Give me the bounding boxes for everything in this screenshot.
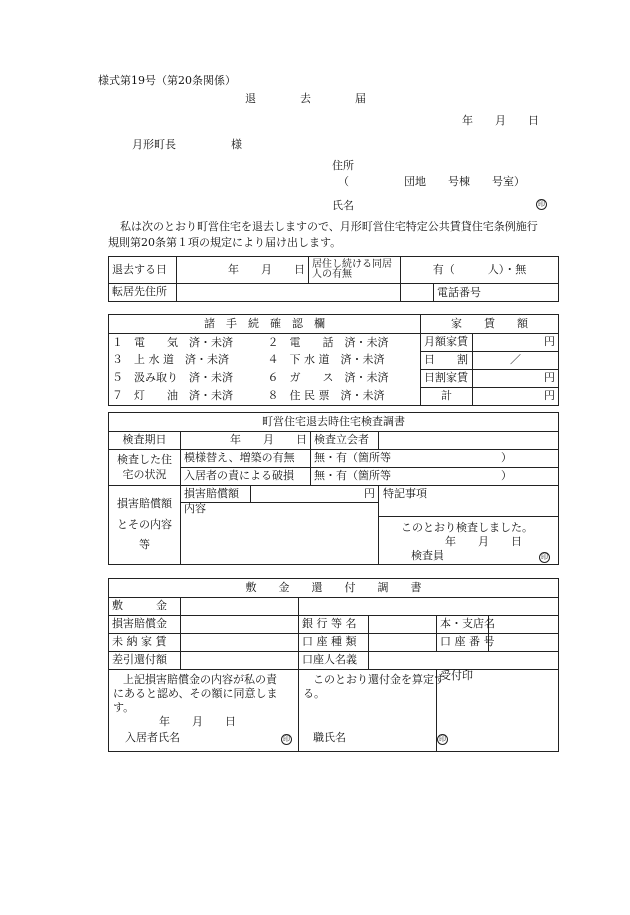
witness-label: 検査立会者	[311, 432, 379, 450]
inspector-seal-icon: 印	[541, 553, 548, 561]
account-holder-label: 口座人名義	[299, 652, 369, 670]
account-holder-field[interactable]	[369, 652, 559, 670]
addressee: 月形町長 様	[132, 138, 242, 151]
deposit-title: 敷 金 還 付 調 書	[109, 579, 559, 598]
branch-field[interactable]	[489, 616, 559, 634]
consent-date: 年 月 日	[159, 715, 236, 728]
renovation-field[interactable]: 無・有（箇所等 ）	[311, 450, 559, 468]
account-type-field[interactable]	[369, 634, 437, 652]
daily-label: 日 割	[421, 352, 473, 370]
confirm-text: このとおり検査しました。	[401, 521, 533, 534]
intro-text-2: 規則第20条第１項の規定により届け出します。	[108, 236, 342, 249]
inspection-title: 町営住宅退去時住宅検査調書	[109, 413, 559, 432]
special-notes-label: 特記事項	[383, 487, 427, 500]
deposit-table	[108, 578, 559, 752]
damage-fee-field[interactable]	[181, 616, 299, 634]
account-type-label: 口 座 種 類	[299, 634, 369, 652]
inspection-date-field[interactable]: 年 月 日	[181, 432, 311, 450]
procedures-table	[108, 314, 559, 406]
move-out-table	[108, 256, 559, 302]
total-label: 計	[421, 388, 473, 406]
new-address-field[interactable]	[177, 284, 481, 302]
calc-text-1: このとおり還付金を算定す	[313, 673, 445, 686]
deposit-field[interactable]	[181, 598, 299, 616]
consent-text-3: す。	[113, 701, 135, 714]
form-number: 様式第19号（第20条関係）	[98, 74, 236, 87]
new-address-label: 転居先住所	[109, 284, 177, 302]
cohabitant-label: 居住し続ける同居人の有無	[309, 257, 401, 284]
damage-amount-field[interactable]: 円	[251, 486, 379, 503]
inspection-table	[108, 412, 559, 565]
net-refund-label: 差引還付額	[109, 652, 181, 670]
inspector-label: 検査員	[411, 549, 444, 562]
intro-text: 私は次のとおり町営住宅を退去しますので、月形町営住宅特定公共賃貸住宅条例施行	[120, 220, 538, 233]
calculation-cell[interactable]	[299, 670, 446, 752]
staff-name-label: 職氏名	[313, 731, 346, 744]
procedure-electricity[interactable]: １ 電 気 済・未済	[109, 334, 265, 352]
calc-text-2: る。	[303, 687, 325, 700]
procedure-water[interactable]: ３ 上 水 道 済・未済	[109, 352, 265, 370]
account-number-field[interactable]	[489, 634, 559, 652]
consent-cell[interactable]	[109, 670, 299, 752]
phone-label: 電話番号	[433, 284, 481, 301]
daily-rent-label: 日割家賃	[421, 370, 473, 388]
damage-content-field[interactable]	[181, 503, 379, 565]
daily-rent-field[interactable]: 円	[473, 370, 559, 388]
tenant-seal-icon: 印	[283, 735, 290, 743]
daily-field[interactable]: ／	[473, 352, 559, 370]
damage-details-label: 損害賠償額とその内容等	[109, 486, 181, 565]
address-label: 住所	[332, 159, 354, 172]
move-date-field[interactable]: 年 月 日	[177, 257, 309, 284]
renovation-label: 模様替え、増築の有無	[181, 450, 311, 468]
submission-date: 年 月 日	[462, 114, 539, 127]
unpaid-rent-field[interactable]	[181, 634, 299, 652]
name-label: 氏名	[332, 199, 354, 212]
confirm-date: 年 月 日	[445, 535, 522, 548]
branch-label: 本・支店名	[437, 616, 489, 634]
monthly-rent-label: 月額家賃	[421, 334, 473, 352]
damage-amount-label: 損害賠償額	[181, 486, 251, 503]
account-number-label: 口 座 番 号	[437, 634, 489, 652]
procedures-header: 諸 手 続 確 認 欄	[109, 315, 421, 334]
procedure-kerosene[interactable]: ７ 灯 油 済・未済	[109, 388, 265, 406]
total-field[interactable]: 円	[473, 388, 559, 406]
net-refund-field[interactable]	[181, 652, 299, 670]
staff-seal-icon: 印	[439, 735, 446, 743]
move-date-label: 退去する日	[109, 257, 177, 284]
consent-text-2: にあると認め、その額に同意しま	[113, 687, 278, 700]
inspection-date-label: 検査期日	[109, 432, 181, 450]
damage-resp-label: 入居者の責による破損	[181, 468, 311, 486]
bank-name-field[interactable]	[369, 616, 437, 634]
receipt-stamp-cell[interactable]	[437, 670, 559, 752]
deposit-label: 敷 金	[109, 598, 181, 616]
content-label: 内容	[184, 502, 206, 515]
procedure-septic[interactable]: ５ 汲み取り 済・未済	[109, 370, 265, 388]
bank-name-label: 銀 行 等 名	[299, 616, 369, 634]
receipt-stamp-label: 受付印	[440, 669, 473, 682]
consent-text-1: 上記損害賠償金の内容が私の責	[123, 673, 277, 686]
rent-header: 家 賃 額	[421, 315, 559, 334]
cohabitant-field[interactable]: 有（ 人）・無	[401, 257, 559, 284]
unpaid-rent-label: 未 納 家 賃	[109, 634, 181, 652]
page-title: 退 去 届	[245, 92, 366, 105]
damage-fee-label: 損害賠償金	[109, 616, 181, 634]
monthly-rent-field[interactable]: 円	[473, 334, 559, 352]
seal-icon: 印	[538, 200, 545, 208]
address-detail: （ 団地 号棟 号室）	[338, 175, 525, 188]
damage-resp-field[interactable]: 無・有（箇所等 ）	[311, 468, 559, 486]
procedure-sewer[interactable]: ４ 下 水 道 済・未済	[265, 352, 421, 370]
tenant-name-label: 入居者氏名	[125, 731, 180, 744]
special-notes-cell[interactable]	[379, 486, 559, 565]
procedure-phone[interactable]: ２ 電 話 済・未済	[265, 334, 421, 352]
procedure-resident-card[interactable]: ８ 住 民 票 済・未済	[265, 388, 421, 406]
status-label: 検査した住宅の状況	[109, 450, 181, 486]
procedure-gas[interactable]: ６ ガ ス 済・未済	[265, 370, 421, 388]
witness-field[interactable]	[379, 432, 559, 450]
